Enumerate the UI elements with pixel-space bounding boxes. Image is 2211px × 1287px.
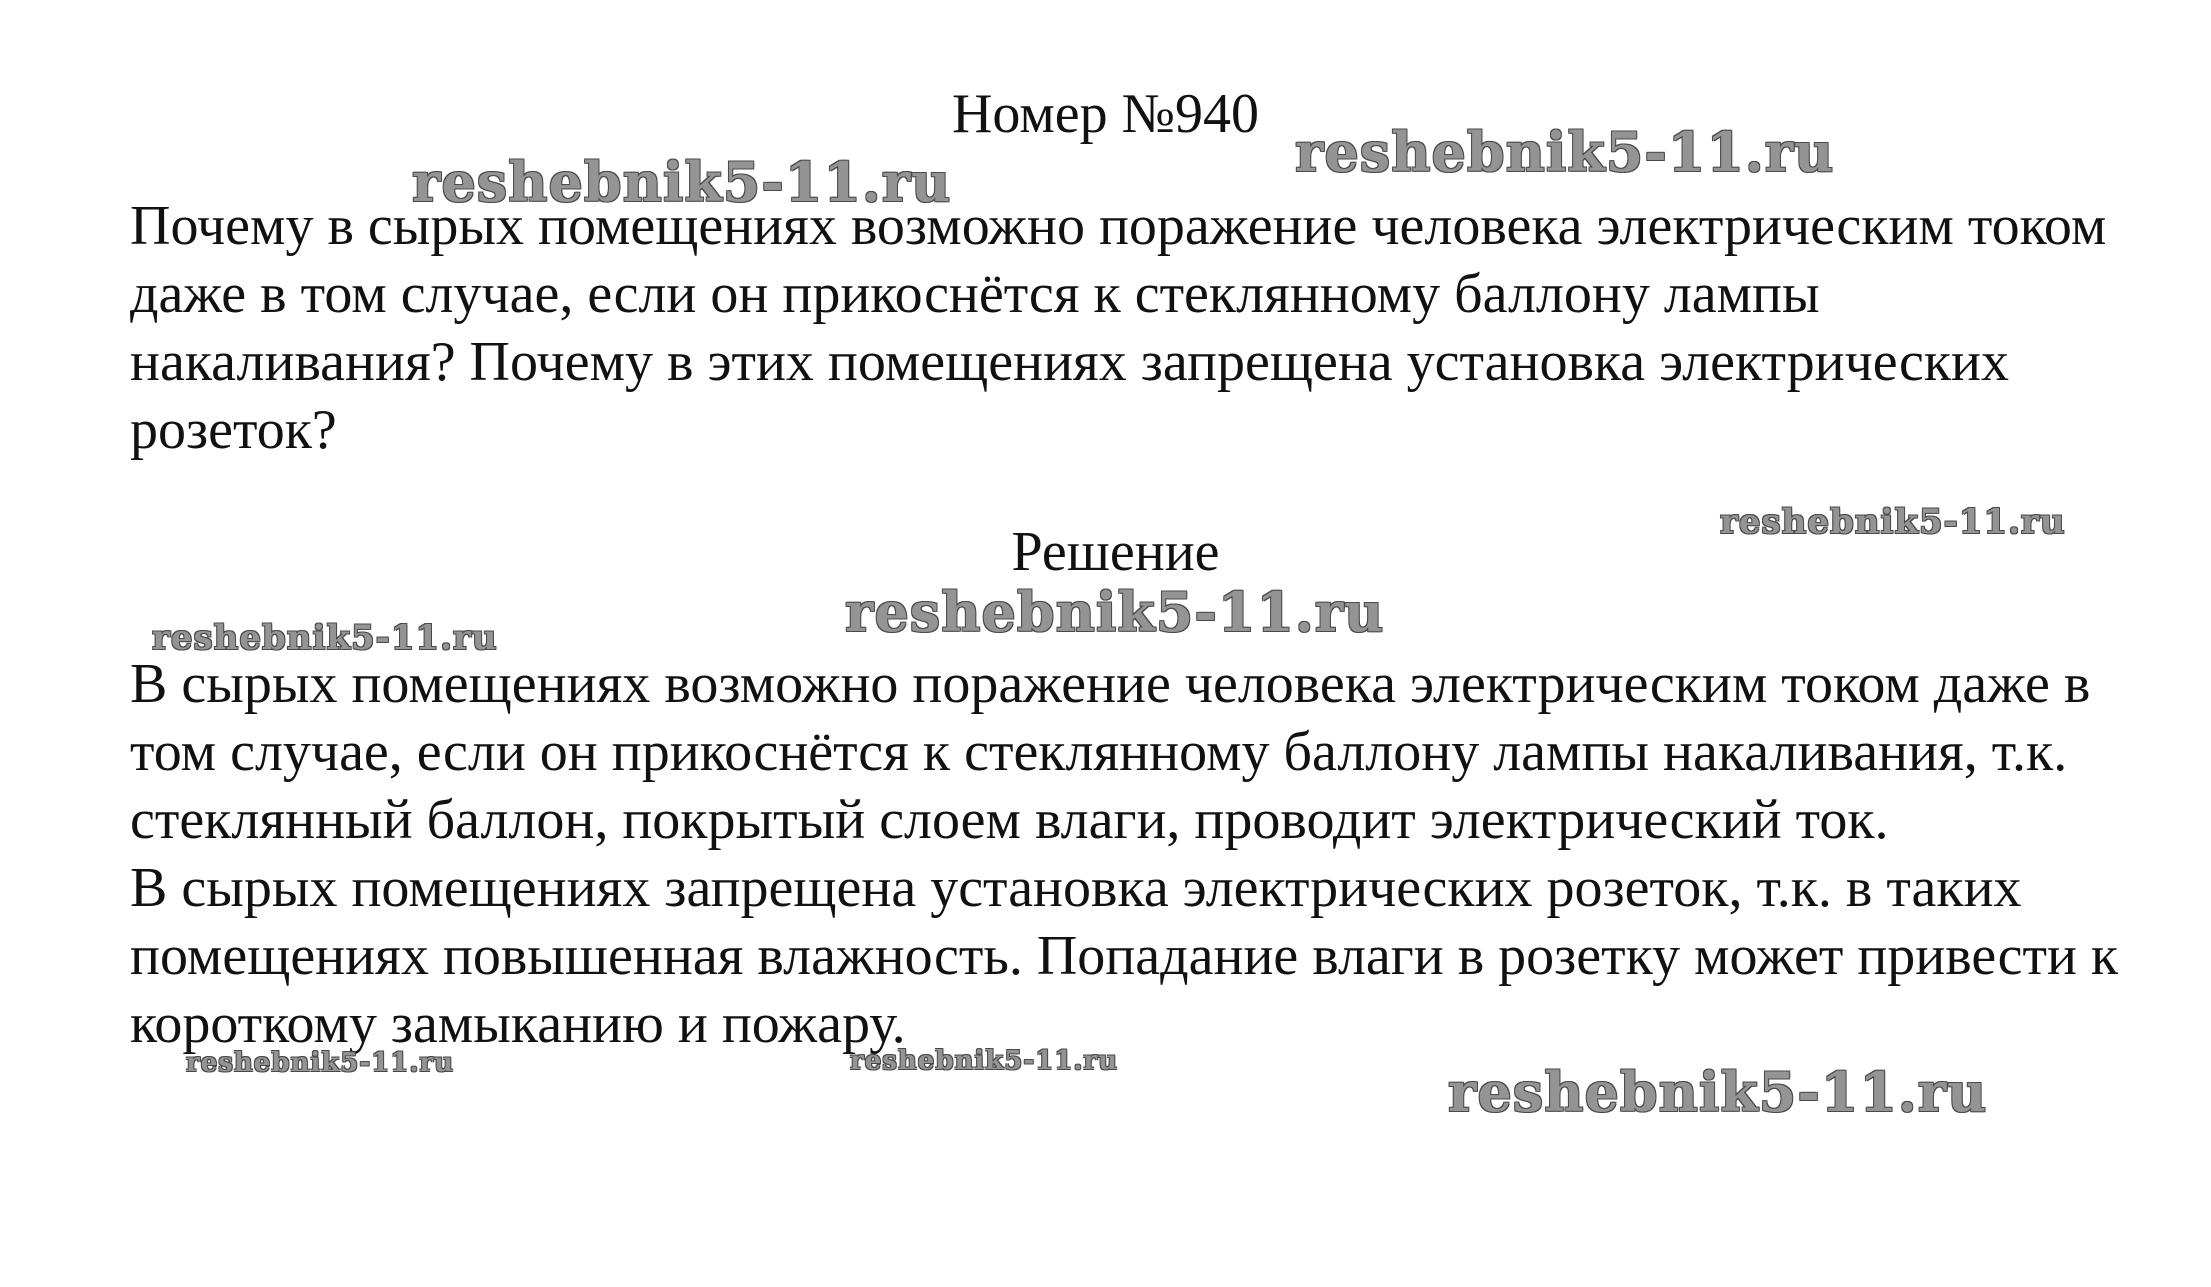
watermark: reshebnik5-11.ru xyxy=(1720,502,2066,542)
problem-title: Номер №940 xyxy=(951,83,1260,145)
watermark: reshebnik5-11.ru xyxy=(1295,120,1835,184)
question-text xyxy=(130,192,2150,464)
watermark: reshebnik5-11.ru xyxy=(152,618,498,658)
answer-text xyxy=(130,650,2150,1058)
watermark: reshebnik5-11.ru xyxy=(845,580,1385,644)
watermark: reshebnik5-11.ru xyxy=(412,150,952,214)
solution-title: Решение xyxy=(1011,521,1220,583)
answer-paragraph-2: В сырых помещениях запрещена установка электрических розеток, т.к. в таких помещениях повышенная влажность. Попадание влаги в розетку может привести к короткому замыканию и пожару. xyxy=(130,857,2119,1055)
answer-paragraph-1: В сырых помещениях возможно поражение человека электрическим током даже в том случае, если он прикоснётся к стеклянному баллону лампы накаливания, т.к. стеклянный баллон, покрытый слоем влаги, проводит электрический ток. xyxy=(130,653,2091,851)
watermark: reshebnik5-11.ru xyxy=(1448,1060,1988,1124)
watermark: reshebnik5-11.ru xyxy=(850,1046,1119,1076)
watermark: reshebnik5-11.ru xyxy=(186,1048,455,1078)
question-paragraph: Почему в сырых помещениях возможно поражение человека электрическим током даже в том случае, если он прикоснётся к стеклянному баллону лампы накаливания? Почему в этих помещениях запрещена установка электрических розеток? xyxy=(130,195,2107,461)
